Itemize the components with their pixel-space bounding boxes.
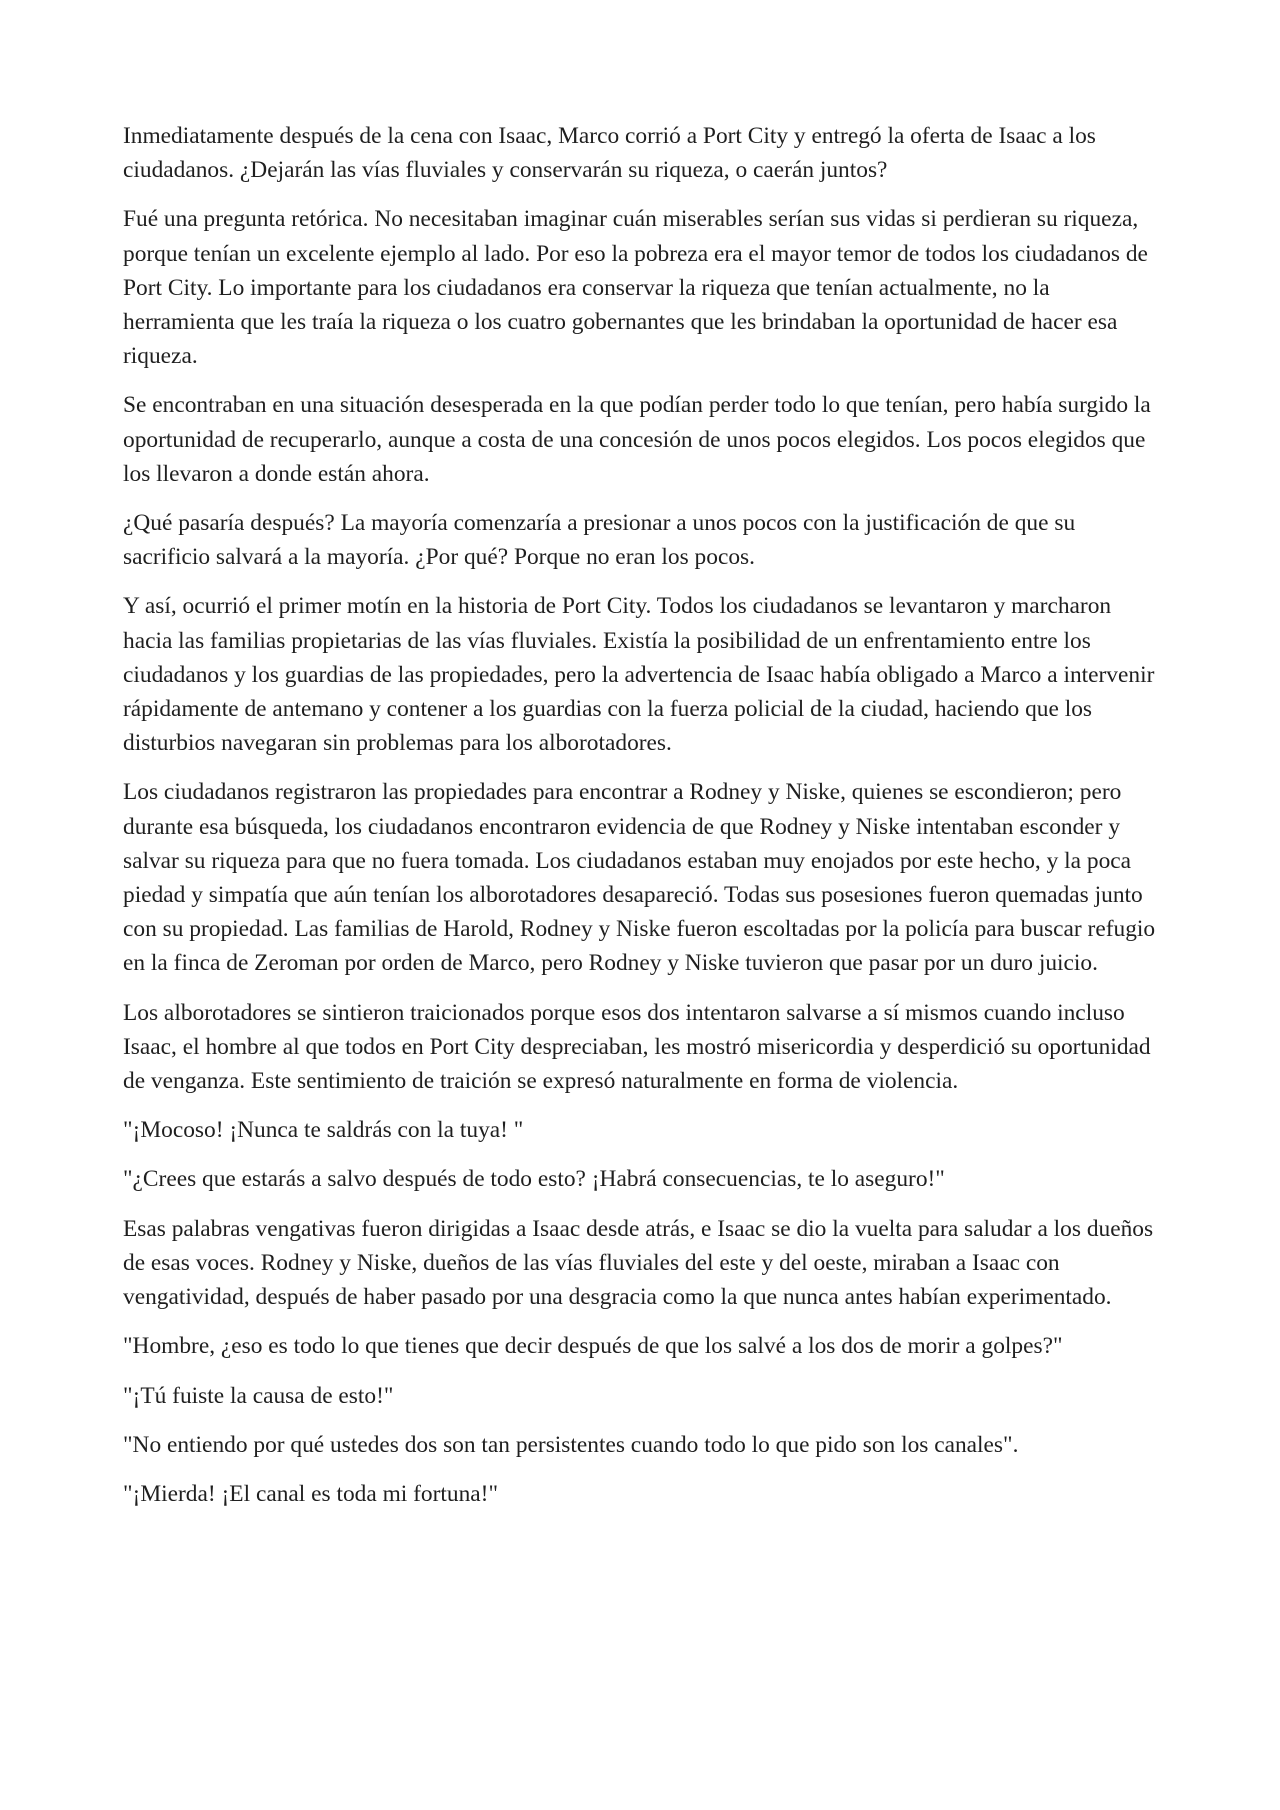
paragraph-10: Esas palabras vengativas fueron dirigidas a Isaac desde atrás, e Isaac se dio la vuelta para saludar a los dueños de esas voces. Rodney y Niske, dueños de las vías fluviales del este y del oeste, miraban a Isaac con vengatividad, después de haber pasado por una desgracia como la que nunca antes habían experimentado. (123, 1215, 1154, 1311)
paragraph-1: Inmediatamente después de la cena con Isaac, Marco corrió a Port City y entregó la oferta de Isaac a los ciudadanos. ¿Dejarán las vías fluviales y conservarán su riqueza, o caerán juntos? (123, 123, 1096, 184)
paragraph-14: "¡Mierda! ¡El canal es toda mi fortuna!" (123, 1480, 499, 1507)
paragraph-9: "¿Crees que estarás a salvo después de todo esto? ¡Habrá consecuencias, te lo aseguro!" (123, 1166, 945, 1193)
paragraph-2: Fué una pregunta retórica. No necesitaban imaginar cuán miserables serían sus vidas si perdieran su riqueza, porque tenían un excelente ejemplo al lado. Por eso la pobreza era el mayor temor de todos los ciudadanos de Port City. Lo importante para los ciudadanos era conservar la riqueza que tenían actualmente, no la herramienta que les traía la riqueza o los cuatro gobernantes que les brindaban la oportunidad de hacer esa riqueza. (123, 206, 1148, 370)
paragraph-8: "¡Mocoso! ¡Nunca te saldrás con la tuya! " (123, 1117, 524, 1144)
paragraph-13: "No entiendo por qué ustedes dos son tan persistentes cuando todo lo que pido son los canales". (123, 1431, 1019, 1458)
paragraph-3: Se encontraban en una situación desesperada en la que podían perder todo lo que tenían, pero había surgido la oportunidad de recuperarlo, aunque a costa de una concesión de unos pocos elegidos. Los pocos elegidos que los llevaron a donde están ahora. (123, 392, 1151, 487)
document-body (123, 119, 1163, 1526)
paragraph-7: Los alborotadores se sintieron traicionados porque esos dos intentaron salvarse a sí mismos cuando incluso Isaac, el hombre al que todos en Port City despreciaban, les mostró misericordia y desperdició su oportunidad de venganza. Este sentimiento de traición se expresó naturalmente en forma de violencia. (123, 999, 1151, 1095)
paragraph-12: "¡Tú fuiste la causa de esto!" (123, 1382, 394, 1409)
paragraph-5: Y así, ocurrió el primer motín en la historia de Port City. Todos los ciudadanos se levantaron y marcharon hacia las familias propietarias de las vías fluviales. Existía la posibilidad de un enfrentamiento entre los ciudadanos y los guardias de las propiedades, pero la advertencia de Isaac había obligado a Marco a intervenir rápidamente de antemano y contener a los guardias con la fuerza policial de la ciudad, haciendo que los disturbios navegaran sin problemas para los alborotadores. (123, 593, 1155, 757)
paragraph-6: Los ciudadanos registraron las propiedades para encontrar a Rodney y Niske, quienes se escondieron; pero durante esa búsqueda, los ciudadanos encontraron evidencia de que Rodney y Niske intentaban esconder y salvar su riqueza para que no fuera tomada. Los ciudadanos estaban muy enojados por este hecho, y la poca piedad y simpatía que aún tenían los alborotadores desapareció. Todas sus posesiones fueron quemadas junto con su propiedad. Las familias de Harold, Rodney y Niske fueron escoltadas por la policía para buscar refugio en la finca de Zeroman por orden de Marco, pero Rodney y Niske tuvieron que pasar por un duro juicio. (123, 779, 1156, 977)
paragraph-11: "Hombre, ¿eso es todo lo que tienes que decir después de que los salvé a los dos de morir a golpes?" (123, 1333, 1063, 1360)
paragraph-4: ¿Qué pasaría después? La mayoría comenzaría a presionar a unos pocos con la justificación de que su sacrificio salvará a la mayoría. ¿Por qué? Porque no eran los pocos. (123, 510, 1076, 571)
